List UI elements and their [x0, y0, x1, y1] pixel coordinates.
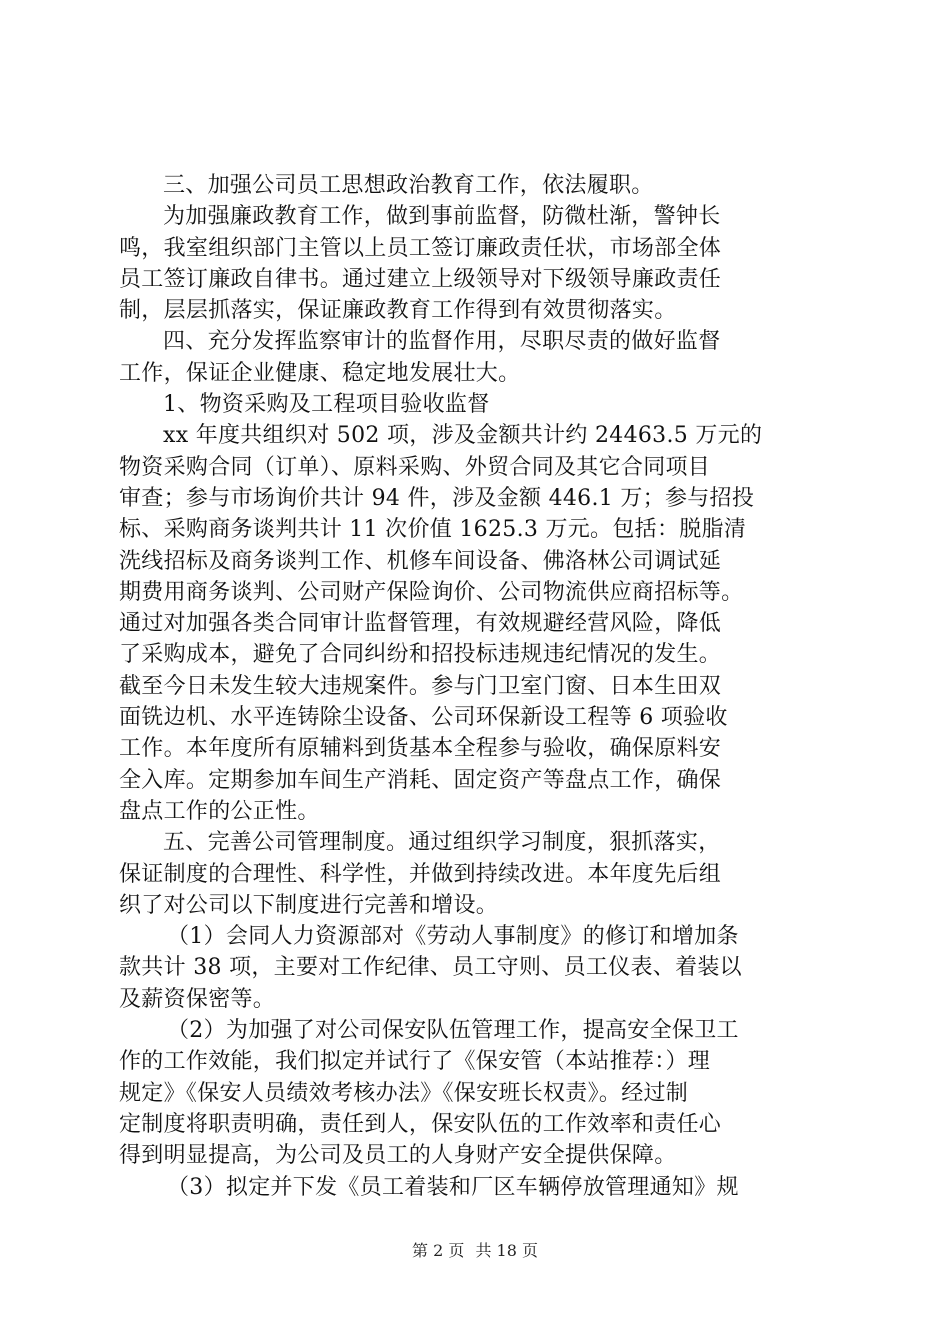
paragraph-line: 款共计 38 项，主要对工作纪律、员工守则、员工仪表、着装以 [119, 955, 742, 981]
page-number: 第 2 页 [412, 1241, 465, 1260]
paragraph-line: 工作。本年度所有原辅料到货基本全程参与验收，确保原料安 [119, 736, 722, 762]
paragraph-line: 定制度将职责明确，责任到人，保安队伍的工作效率和责任心 [119, 1111, 722, 1137]
paragraph-line: 鸣，我室组织部门主管以上员工签订廉政责任状，市场部全体 [119, 235, 722, 261]
paragraph-line: 物资采购合同（订单）、原料采购、外贸合同及其它合同项目 [119, 454, 711, 480]
paragraph-line: 截至今日未发生较大违规案件。参与门卫室门窗、日本生田双 [119, 673, 722, 699]
section-heading-5: 五、完善公司管理制度。通过组织学习制度，狠抓落实， [163, 830, 721, 856]
list-item-2: （2）为加强了对公司保安队伍管理工作，提高安全保卫工 [167, 1018, 739, 1044]
page-footer [0, 1240, 950, 1262]
paragraph-line: 规定》《保安人员绩效考核办法》《保安班长权责》。经过制 [119, 1080, 689, 1106]
page-total: 共 18 页 [475, 1241, 538, 1260]
paragraph-line: 及薪资保密等。 [119, 986, 276, 1012]
paragraph-line: 工作，保证企业健康、稳定地发展壮大。 [119, 360, 521, 386]
section-heading-4: 四、充分发挥监察审计的监督作用，尽职尽责的做好监督 [163, 329, 721, 355]
section-heading-3: 三、加强公司员工思想政治教育工作，依法履职。 [163, 173, 654, 198]
paragraph-line: 洗线招标及商务谈判工作、机修车间设备、佛洛林公司调试延 [119, 548, 722, 574]
paragraph-line: 为加强廉政教育工作，做到事前监督，防微杜渐，警钟长 [163, 204, 721, 230]
paragraph-line: 面铣边机、水平连铸除尘设备、公司环保新设工程等 6 项验收 [119, 705, 728, 731]
paragraph-line: 全入库。定期参加车间生产消耗、固定资产等盘点工作，确保 [119, 767, 722, 793]
paragraph-line: 通过对加强各类合同审计监督管理，有效规避经营风险，降低 [119, 611, 722, 637]
list-item-3: （3）拟定并下发《员工着装和厂区车辆停放管理通知》规 [167, 1174, 739, 1200]
paragraph-line: 了采购成本，避免了合同纠纷和招投标违规违纪情况的发生。 [119, 642, 722, 668]
paragraph-line: 标、采购商务谈判共计 11 次价值 1625.3 万元。包括：脱脂清 [119, 517, 747, 543]
paragraph-line: 盘点工作的公正性。 [119, 798, 320, 824]
document-body [119, 170, 831, 1203]
paragraph-line: 审查；参与市场询价共计 94 件，涉及金额 446.1 万；参与招投 [119, 485, 755, 511]
paragraph-line: 期费用商务谈判、公司财产保险询价、公司物流供应商招标等。 [119, 579, 744, 605]
paragraph-line: 得到明显提高，为公司及员工的人身财产安全提供保障。 [119, 1143, 677, 1169]
list-item-1: （1）会同人力资源部对《劳动人事制度》的修订和增加条 [167, 924, 739, 950]
paragraph-line: 员工签订廉政自律书。通过建立上级领导对下级领导廉政责任 [119, 266, 722, 292]
paragraph-line: 保证制度的合理性、科学性，并做到持续改进。本年度先后组 [119, 861, 722, 887]
paragraph-line: xx 年度共组织对 502 项，涉及金额共计约 24463.5 万元的 [163, 423, 763, 449]
paragraph-line: 织了对公司以下制度进行完善和增设。 [119, 892, 499, 918]
subsection-heading: 1、物资采购及工程项目验收监督 [163, 392, 490, 418]
paragraph-line: 作的工作效能，我们拟定并试行了《保安管（本站推荐：）理 [119, 1049, 711, 1075]
paragraph-line: 制，层层抓落实，保证廉政教育工作得到有效贯彻落实。 [119, 298, 677, 324]
